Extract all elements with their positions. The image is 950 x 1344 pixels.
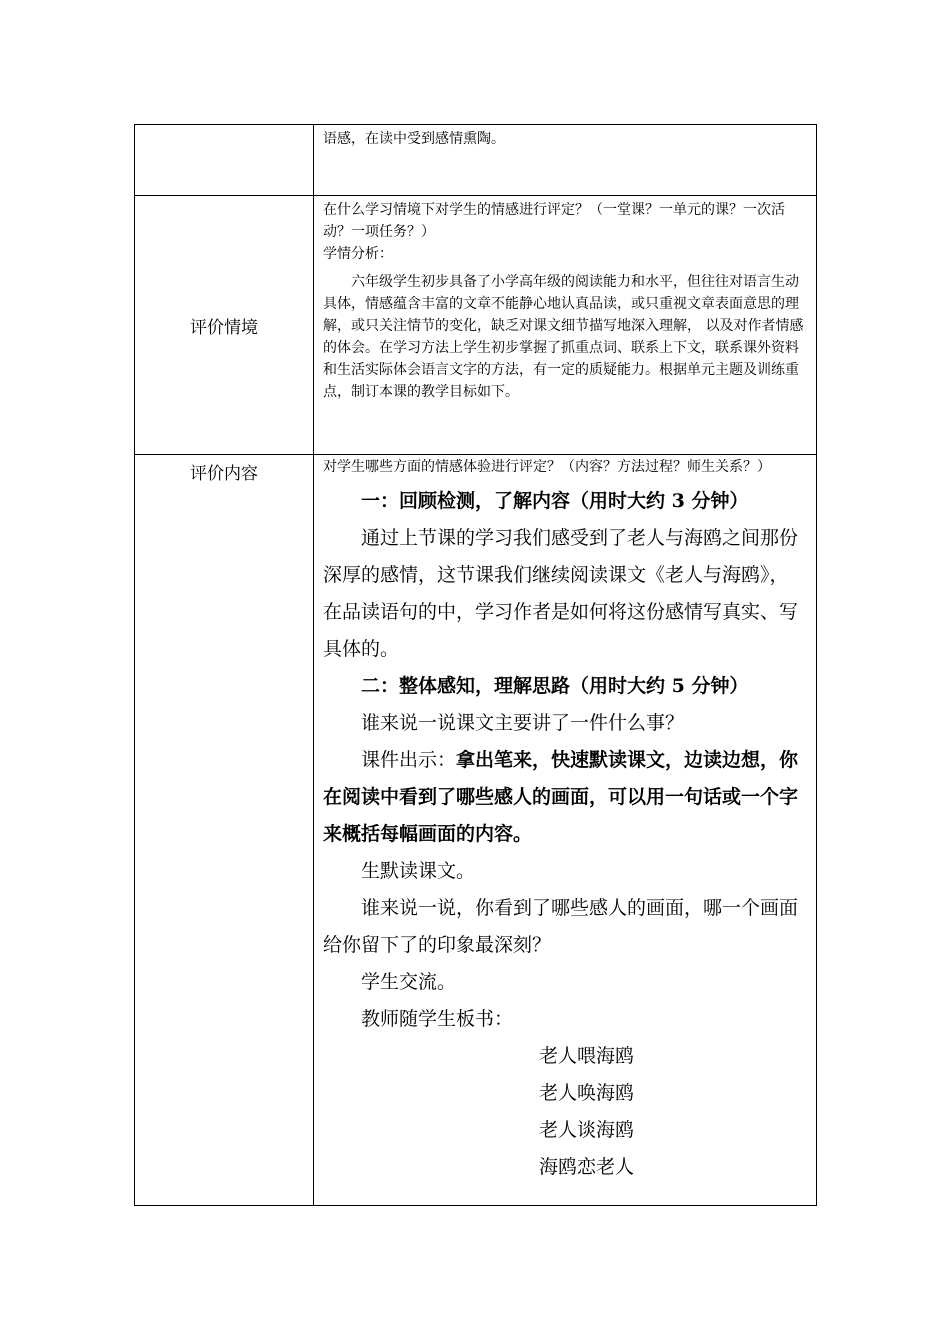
row3-label-cell bbox=[135, 455, 314, 1206]
board-notes bbox=[323, 1038, 807, 1186]
row2-analysis-title: 学情分析： bbox=[323, 246, 393, 262]
row2-analysis-text: 六年级学生初步具备了小学高年级的阅读能力和水平，但往往对语言生动具体，情感蕴含丰富的文章不能静心地认真品读，或只重视文章表面意思的理解，或只关注情节的变化，缺乏对课文细节描写地深入理解， 以及对作者情感的体会。在学习方法上学生初步掌握了抓重点词、联系上下文，联系课外资料和生活实际体会语言文字的方法，有一定的质疑能力。根据单元主题及训练重点，制订本课的教学目标如下。 bbox=[323, 274, 804, 400]
paragraph-3-prefix: 课件出示： bbox=[361, 749, 457, 771]
row3-prompt: 对学生哪些方面的情感体验进行评定？（内容？方法过程？师生关系？） bbox=[323, 459, 771, 475]
paragraph-4: 生默读课文。 bbox=[361, 860, 476, 882]
lesson-evaluation-table bbox=[134, 124, 817, 1206]
paragraph-2: 谁来说一说课文主要讲了一件什么事？ bbox=[361, 712, 685, 734]
paragraph-1: 通过上节课的学习我们感受到了老人与海鸥之间那份深厚的感情，这节课我们继续阅读课文《老人与海鸥》，在品读语句的中，学习作者是如何将这份感情写真实、写具体的。 bbox=[323, 527, 799, 660]
board-line: 海鸥恋老人 bbox=[539, 1156, 635, 1178]
paragraph-5: 谁来说一说，你看到了哪些感人的画面，哪一个画面给你留下了的印象最深刻？ bbox=[323, 897, 799, 956]
paragraph-6: 学生交流。 bbox=[361, 971, 457, 993]
row2-label-cell bbox=[135, 196, 314, 455]
section-heading-1: 一：回顾检测，了解内容（用时大约 3 分钟） bbox=[361, 490, 749, 512]
section-heading-2: 二：整体感知，理解思路（用时大约 5 分钟） bbox=[361, 675, 749, 697]
table-row-3 bbox=[135, 455, 817, 1206]
board-line: 老人喂海鸥 bbox=[539, 1045, 635, 1067]
paragraph-3-bold: 拿出笔来，快速默读课文，边读边想，你在阅读中看到了哪些感人的画面，可以用一句话或一个字来概括每幅画面的内容。 bbox=[323, 749, 799, 845]
paragraph-7: 教师随学生板书： bbox=[361, 1008, 514, 1030]
row3-content-cell bbox=[314, 455, 817, 1206]
row1-content-text: 语感，在读中受到感情熏陶。 bbox=[323, 131, 505, 147]
row3-label: 评价内容 bbox=[190, 464, 258, 484]
paragraph-3 bbox=[323, 742, 807, 853]
board-line: 老人谈海鸥 bbox=[539, 1119, 635, 1141]
row2-label: 评价情境 bbox=[190, 317, 258, 338]
board-line: 老人唤海鸥 bbox=[539, 1082, 635, 1104]
row2-prompt: 在什么学习情境下对学生的情感进行评定？（一堂课？一单元的课？一次活动？一项任务？） bbox=[323, 202, 785, 240]
row1-content-cell bbox=[314, 125, 817, 196]
table-row-2 bbox=[135, 196, 817, 455]
row2-content-cell bbox=[314, 196, 817, 455]
table-row-1 bbox=[135, 125, 817, 196]
row1-label-cell bbox=[135, 125, 314, 196]
